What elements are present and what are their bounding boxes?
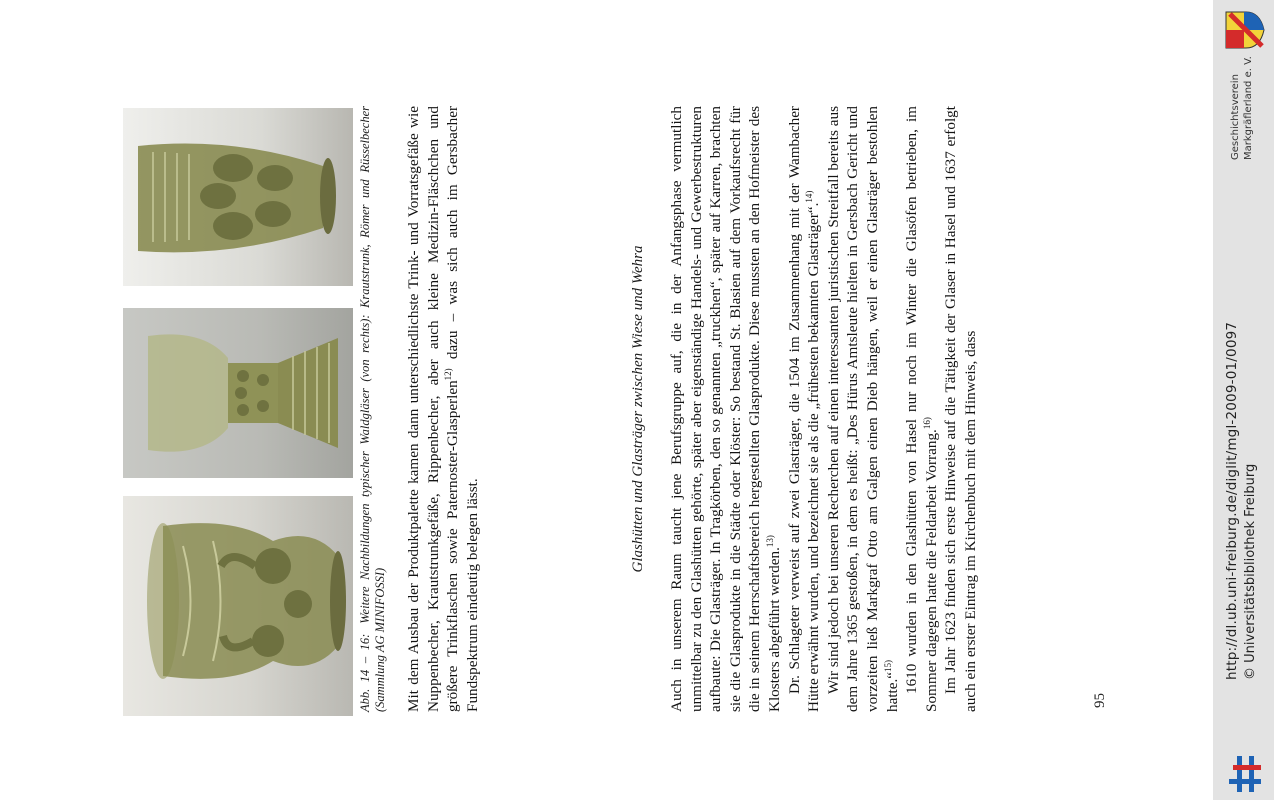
p4-text: 1610 wurden in den Glashütten von Hasel nur noch im Winter die Glasöfen betrieben, im Sommer dagegen hatte die Feldarbeit Vorrang. — [903, 106, 940, 712]
ub-freiburg-logo-icon — [1225, 754, 1265, 794]
caption-text: Weitere Nachbildungen typischer Waldgläser (von rechts): Krautstrunk, Römer und Rüsselbecher (Sammlung AG MINIFOSSI) — [358, 106, 387, 712]
paragraph-5 — [941, 106, 980, 712]
p1-text: Auch in unserem Raum taucht jene Berufsgruppe auf, die in der Anfangsphase vermutlich unmittelbar zu den Glashütten gehörte, später aber eigenständige Handels- und Gewerbestrukturen aufbaute: Die Glasträger. In Tragkörben, den so genannten „truckhen“, später auf Karren, brachten sie die Glasprodukte in die Städte oder Klöster: So bestand St. Blasien auf dem Vorkaufsrecht für die in seinem Herrschaftsbereich hergestellten Glasprodukte. Diese mussten an den Hofmeister des Klosters abgeführt werden. — [668, 106, 783, 712]
paragraph-4 — [902, 106, 941, 712]
photo-krautstrunk — [123, 108, 353, 286]
p5-text: Im Jahr 1623 finden sich erste Hinweise auf die Tätigkeit der Glaser in Hasel und 1637 erfolgt auch ein erster Eintrag im Kirchenbuch mit dem Hinweis, dass — [942, 106, 979, 712]
krautstrunk-glass-icon — [123, 108, 353, 286]
footnote-ref-13: 13) — [764, 535, 775, 548]
section-heading: Glashütten und Glasträger zwischen Wiese und Wehra — [630, 245, 646, 573]
copyright-notice: © Universitätsbibliothek Freiburg — [1243, 463, 1258, 680]
intro-paragraph — [404, 106, 482, 712]
caption-label: Abb. 14 – 16: — [358, 633, 372, 712]
ruesselbecher-glass-icon — [123, 496, 353, 716]
paragraph-1 — [667, 106, 785, 712]
permalink-url[interactable]: http://dl.ub.uni-freiburg.de/diglit/mgl-2009-01/0097 — [1224, 321, 1240, 680]
intro-text-2: dazu – was sich auch im Gersbacher Fundspektrum eindeutig belegen lässt. — [444, 106, 481, 712]
library-footer-strip — [1213, 0, 1274, 800]
photo-ruesselbecher — [123, 496, 353, 716]
footnote-ref-15: 15) — [882, 659, 893, 672]
footnote-ref-14: 14) — [804, 190, 815, 203]
footnote-ref-12: 12) — [443, 368, 454, 381]
paragraph-2 — [785, 106, 824, 712]
coat-of-arms-icon — [1222, 8, 1266, 52]
figure-caption — [358, 106, 388, 712]
roemer-glass-icon — [123, 308, 353, 478]
intro-text-1: Mit dem Ausbau der Produktpalette kamen dann unterschiedlichste Trink- und Vorratsgefäße wie Nuppenbecher, Krautstrunkgefäße, Rippenbecher, aber auch kleine Medizin-Fläschchen und größere Trinkflaschen sowie Paternoster-Glasperlen — [405, 106, 462, 712]
p3-text: Wir sind jedoch bei unseren Recherchen auf einen interessanten juristischen Streitfall bereits aus dem Jahre 1365 gestoßen, in dem es heißt: „Des Hürus Amtsleute hielten in Gersbach Gericht und vorzeiten ließ Markgraf Otto am Galgen einen Dieb hängen, weil er einen Glasträger bestohlen hatte.“ — [824, 106, 901, 712]
main-body — [667, 106, 981, 712]
association-name-line2: Markgräflerland e. V. — [1243, 56, 1254, 160]
association-name-line1: Geschichtsverein — [1230, 74, 1241, 160]
photo-roemer — [123, 308, 353, 478]
paragraph-3 — [824, 106, 902, 712]
footnote-ref-16: 16) — [921, 417, 932, 430]
page-number: 95 — [1092, 693, 1108, 708]
p2-text: Dr. Schlageter verweist auf zwei Glasträger, die 1504 im Zusammenhang mit der Wambacher Hütte erwähnt wurden, und bezeichnet sie als die „frühesten bekannten Glasträger“. — [785, 106, 823, 712]
